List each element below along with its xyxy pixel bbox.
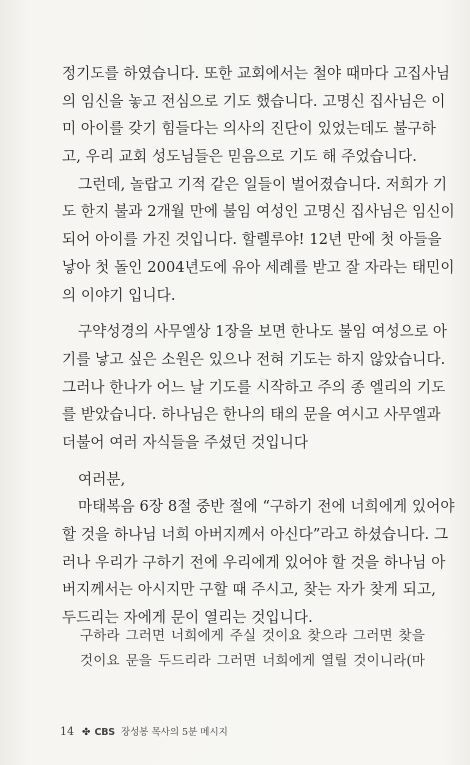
text-line: 고, 우리 교회 성도님들은 믿음으로 기도 해 주었습니다. [62,148,417,166]
logo-mark-icon: ✤ [82,727,91,738]
paragraph [62,493,455,631]
text-line: 여러분, [78,470,126,488]
book-title: 장성봉 목사의 5분 메시지 [120,727,228,738]
brand-name: CBS [94,727,115,738]
paragraph [62,171,455,309]
paragraph [62,466,435,494]
text-line: 되어 아이를 가진 것입니다. 할렐루야! 12년 만에 첫 아들을 [62,231,442,249]
text-line: 정기도를 하였습니다. 또한 교회에서는 철야 때마다 고집사님 [62,65,451,82]
text-line: 두드리는 자에게 문이 열리는 것입니다. [62,609,313,627]
body-text [62,60,455,632]
text-line: 미 아이를 갖기 힘들다는 의사의 진단이 있었는데도 불구하 [62,120,436,138]
text-line: 를 받았습니다. 하나님은 한나의 태의 문을 여시고 사무엘과 [62,406,441,424]
text-line: 할 것을 하나님 너희 아버지께서 아신다”라고 하셨습니다. 그 [62,526,449,543]
page-footer [60,724,228,738]
quote-line: 구하라 그러면 너희에게 주실 것이요 찾으라 그러면 찾을 [80,628,425,644]
paragraph [62,60,451,171]
paragraph [62,318,448,456]
text-line: 그런데, 놀랍고 기적 같은 일들이 벌어졌습니다. 저희가 기 [78,175,448,193]
text-line: 낳아 첫 돌인 2004년도에 유아 세례를 받고 잘 자라는 태민이 [62,258,455,276]
text-line: 의 이야기 입니다. [62,286,176,304]
text-line: 버지께서는 아시지만 구할 때 주시고, 찾는 자가 찾게 되고, [62,581,436,599]
quote-line: 것이요 문을 두드리라 그러면 너희에게 열릴 것이니라(마 [80,653,425,669]
text-line: 도 한지 불과 2개월 만에 불임 여성인 고명신 집사님은 임신이 [62,203,455,221]
scripture-quote [80,624,425,674]
text-line: 마태복음 6장 8절 중반 절에 “구하기 전에 너희에게 있어야 [78,498,455,516]
page-number: 14 [60,725,74,738]
text-line: 러나 우리가 구하기 전에 우리에게 있어야 할 것을 하나님 아 [62,553,446,571]
text-line: 구약성경의 사무엘상 1장을 보면 한나도 불임 여성으로 아 [78,323,448,341]
text-line: 더불어 여러 자식들을 주셨던 것입니다 [62,433,309,451]
text-line: 기를 낳고 싶은 소원은 있으나 전혀 기도는 하지 않았습니다. [62,350,446,368]
text-line: 그러나 한나가 어느 날 기도를 시작하고 주의 종 엘리의 기도 [62,378,446,396]
text-line: 의 임신을 놓고 전심으로 기도 했습니다. 고명신 집사님은 이 [62,92,446,110]
